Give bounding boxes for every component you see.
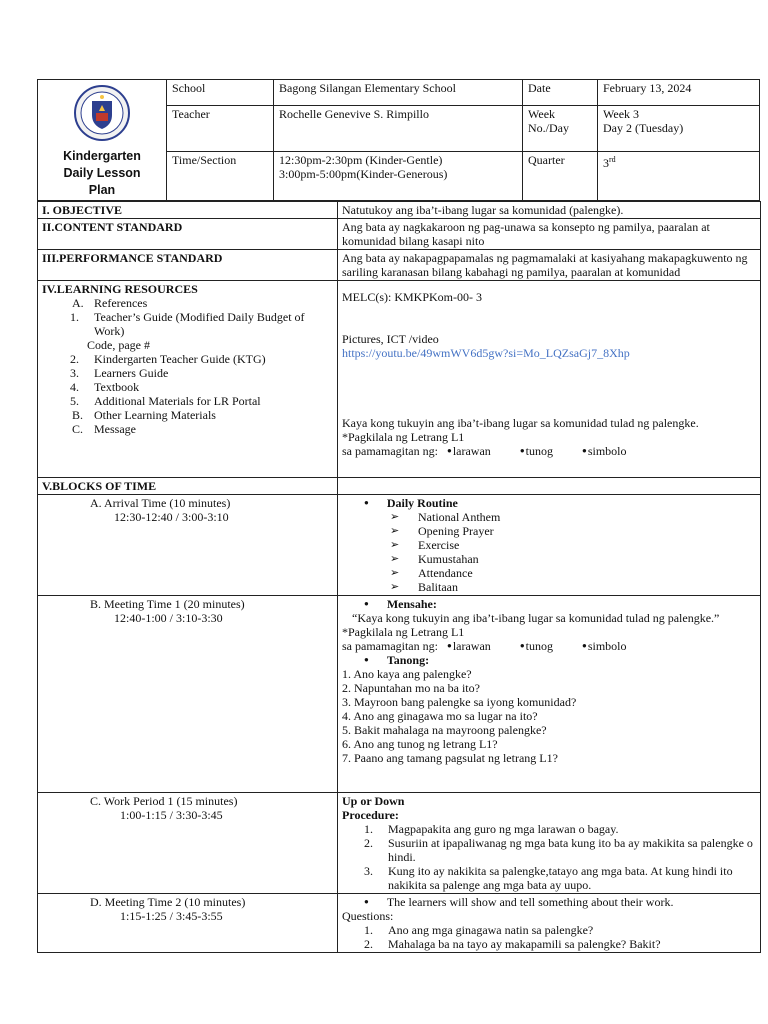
bullet-icon [364, 597, 387, 611]
resource-text: Message [94, 422, 136, 436]
m1-via-line [342, 639, 756, 653]
time-section-line-2: 3:00pm-5:00pm(Kinder-Generous) [279, 167, 448, 181]
meeting2-time: 1:15-1:25 / 3:45-3:55 [120, 909, 223, 923]
arrival-right [338, 495, 761, 596]
resource-marker: B. [72, 408, 84, 422]
content-standard-row [38, 219, 761, 250]
tanong-label: Tanong: [386, 653, 430, 667]
content-standard-label: II.CONTENT STANDARD [38, 219, 338, 250]
resource-marker: C. [72, 422, 84, 436]
work1-time: 1:00-1:15 / 3:30-3:45 [120, 808, 223, 822]
work1-row [38, 793, 761, 894]
via-line [342, 444, 756, 458]
objective-row [38, 202, 761, 219]
arrival-left [38, 495, 338, 596]
video-link[interactable]: https://youtu.be/49wmWV6d5gw?si=Mo_LQZsaGj7_8Xhp [342, 346, 630, 360]
plan-title-line-2: Daily Lesson [63, 166, 141, 180]
arrival-title: A. Arrival Time (10 minutes) [90, 496, 231, 510]
procedure-step [342, 822, 756, 836]
header-table [37, 79, 760, 201]
blocks-header-row [38, 478, 761, 495]
procedure-list [342, 822, 756, 892]
routine-item: ➢ Exercise [342, 538, 756, 552]
question-number: 1. [364, 923, 373, 937]
quarter-label: Quarter [523, 152, 598, 201]
tanong-item: 6. Ano ang tunog ng letrang L1? [342, 737, 498, 751]
learning-resources-list [42, 296, 333, 436]
objective-text: Natutukoy ang iba’t-ibang lugar sa komunidad (palengke). [338, 202, 761, 219]
mensahe-quote: “Kaya kong tukuyin ang iba’t-ibang lugar sa komunidad tulad ng palengke.” [352, 611, 720, 625]
blocks-label: V.BLOCKS OF TIME [38, 478, 338, 495]
routine-item: ➢ Balitaan [342, 580, 756, 594]
m1-via-item-1: ● larawan [447, 639, 491, 653]
tanong-item: 5. Bakit mahalaga na mayroong palengke? [342, 723, 547, 737]
question-text: Mahalaga ba na tayo ay makapamili sa palengke? Bakit? [388, 937, 661, 951]
message-text: Kaya kong tukuyin ang iba’t-ibang lugar sa komunidad tulad ng palengke. [342, 416, 699, 430]
materials-text: Pictures, ICT /video [342, 332, 439, 346]
learning-resources-right [338, 281, 761, 478]
quarter-value [598, 152, 760, 201]
content-standard-text: Ang bata ay nagkakaroon ng pag-unawa sa konsepto ng pamilya, paaralan at komunidad bilang kasapi nito [338, 219, 761, 250]
performance-standard-label: III.PERFORMANCE STANDARD [38, 250, 338, 281]
meeting1-title: B. Meeting Time 1 (20 minutes) [90, 597, 245, 611]
meeting1-right [338, 596, 761, 793]
meeting2-left [38, 894, 338, 953]
mensahe-label: Mensahe: [386, 597, 437, 611]
daily-routine-label: Daily Routine [386, 496, 458, 510]
procedure-step [342, 836, 756, 864]
m1-via-label: sa pamamagitan ng: [342, 639, 438, 653]
meeting1-row [38, 596, 761, 793]
procedure-step-number: 3. [364, 864, 373, 878]
tanong-list [342, 667, 756, 765]
m1-letter-line: *Pagkilala ng Letrang L1 [342, 625, 465, 639]
routine-item: ➢ Opening Prayer [342, 524, 756, 538]
routine-item: ➢ Kumustahan [342, 552, 756, 566]
resource-text: Additional Materials for LR Portal [94, 394, 261, 408]
work1-title: C. Work Period 1 (15 minutes) [90, 794, 238, 808]
week-label-line-1: Week [528, 106, 556, 121]
meeting1-left [38, 596, 338, 793]
learning-resources-label: IV.LEARNING RESOURCES [42, 282, 198, 296]
m1-via-item-2: ● tunog [520, 639, 553, 653]
date-value: February 13, 2024 [598, 80, 760, 106]
tanong-heading [342, 653, 756, 667]
questions-list [342, 923, 756, 951]
question-item [342, 923, 756, 937]
bullet-icon [364, 653, 387, 667]
time-section-label: Time/Section [167, 152, 274, 201]
meeting1-time: 12:40-1:00 / 3:10-3:30 [114, 611, 223, 625]
week-label [523, 105, 598, 152]
plan-title [43, 148, 161, 199]
meeting2-title: D. Meeting Time 2 (10 minutes) [90, 895, 246, 909]
resource-item [42, 338, 333, 352]
via-label: sa pamamagitan ng: [342, 444, 438, 458]
performance-standard-text: Ang bata ay nakapagpapamalas ng pagmamalaki at kasiyahang makapagkuwento ng sariling karanasan bilang kabahagi ng pamilya, paaralan at komunidad [338, 250, 761, 281]
procedure-step [342, 864, 756, 892]
resource-marker: 3. [70, 366, 79, 380]
work1-right [338, 793, 761, 894]
tanong-item: 7. Paano ang tamang pagsulat ng letrang L1? [342, 751, 558, 765]
procedure-heading: Procedure: [342, 808, 399, 822]
resource-item [42, 296, 333, 310]
via-item-1: ● larawan [447, 444, 491, 458]
teacher-label: Teacher [167, 105, 274, 152]
learning-resources-left [38, 281, 338, 478]
work1-left [38, 793, 338, 894]
resource-item [42, 408, 333, 422]
bullet-icon [364, 496, 387, 510]
performance-standard-row [38, 250, 761, 281]
routine-list [342, 510, 756, 594]
plan-title-line-3: Plan [88, 183, 116, 197]
resource-item [42, 324, 333, 338]
date-label: Date [523, 80, 598, 106]
objective-label: I. OBJECTIVE [38, 202, 338, 219]
questions-heading: Questions: [342, 909, 394, 923]
resource-item [42, 422, 333, 436]
procedure-step-text: Magpapakita ang guro ng mga larawan o bagay. [388, 822, 619, 836]
quarter-suffix: rd [609, 155, 616, 164]
tanong-item: 2. Napuntahan mo na ba ito? [342, 681, 480, 695]
resource-item [42, 380, 333, 394]
school-label: School [167, 80, 274, 106]
teacher-value: Rochelle Genevive S. Rimpillo [274, 105, 523, 152]
via-item-3: ● simbolo [582, 444, 627, 458]
activity-title: Up or Down [342, 794, 405, 808]
resource-text: Teacher’s Guide (Modified Daily Budget of [94, 310, 305, 324]
question-text: Ano ang mga ginagawa natin sa palengke? [388, 923, 594, 937]
melc-code: MELC(s): KMKPKom-00- 3 [342, 290, 482, 304]
procedure-step-number: 1. [364, 822, 373, 836]
resource-marker: 4. [70, 380, 79, 394]
meeting2-row [38, 894, 761, 953]
week-label-line-2: No./Day [528, 120, 569, 135]
arrival-row [38, 495, 761, 596]
meeting2-right [338, 894, 761, 953]
resource-text: Code, page # [87, 338, 150, 352]
week-value-line-1: Week 3 [603, 106, 640, 121]
week-value [598, 105, 760, 152]
via-item-2: ● tunog [520, 444, 553, 458]
week-value-line-2: Day 2 (Tuesday) [603, 120, 684, 135]
resource-text: Other Learning Materials [94, 408, 216, 422]
m1-via-item-3: ● simbolo [582, 639, 627, 653]
logo-cell [38, 80, 167, 201]
resource-text: Textbook [94, 380, 140, 394]
resource-text: Work) [94, 324, 125, 338]
resource-item [42, 366, 333, 380]
procedure-step-number: 2. [364, 836, 373, 850]
resource-item [42, 394, 333, 408]
question-item [342, 937, 756, 951]
bullet-icon [364, 895, 387, 909]
resource-item [42, 352, 333, 366]
question-number: 2. [364, 937, 373, 951]
arrival-time: 12:30-12:40 / 3:00-3:10 [114, 510, 229, 524]
procedure-step-text: Susuriin at ipapaliwanag ng mga bata kung ito ba ay makikita sa palengke o hindi. [388, 836, 753, 864]
resource-text: Learners Guide [94, 366, 169, 380]
mensahe-heading [342, 597, 756, 611]
letter-line: *Pagkilala ng Letrang L1 [342, 430, 465, 444]
resource-marker: 2. [70, 352, 79, 366]
quarter-number: 3 [603, 156, 609, 170]
resource-text: Kindergarten Teacher Guide (KTG) [94, 352, 266, 366]
learning-resources-row [38, 281, 761, 478]
tanong-item: 4. Ano ang ginagawa mo sa lugar na ito? [342, 709, 538, 723]
routine-item: ➢ National Anthem [342, 510, 756, 524]
show-tell-text: The learners will show and tell something about their work. [386, 895, 674, 909]
tanong-item: 1. Ano kaya ang palengke? [342, 667, 472, 681]
time-section-line-1: 12:30pm-2:30pm (Kinder-Gentle) [279, 153, 443, 167]
blocks-header-empty [338, 478, 761, 495]
daily-routine-heading [342, 496, 756, 510]
plan-title-line-1: Kindergarten [63, 149, 141, 163]
resource-text: References [94, 296, 148, 310]
procedure-step-text: Kung ito ay nakikita sa palengke,tatayo ang mga bata. At kung hindi ito nakikita sa palenge ang mga bata ay uupo. [388, 864, 733, 892]
resource-marker: A. [72, 296, 84, 310]
tanong-item: 3. Mayroon bang palengke sa iyong komunidad? [342, 695, 577, 709]
show-tell-item [342, 895, 756, 909]
deped-seal-icon [74, 85, 130, 141]
time-section-value [274, 152, 523, 201]
resource-item [42, 310, 333, 324]
resource-marker: 1. [70, 310, 79, 324]
lesson-table [37, 201, 761, 953]
resource-marker: 5. [70, 394, 79, 408]
school-value: Bagong Silangan Elementary School [274, 80, 523, 106]
routine-item: ➢ Attendance [342, 566, 756, 580]
